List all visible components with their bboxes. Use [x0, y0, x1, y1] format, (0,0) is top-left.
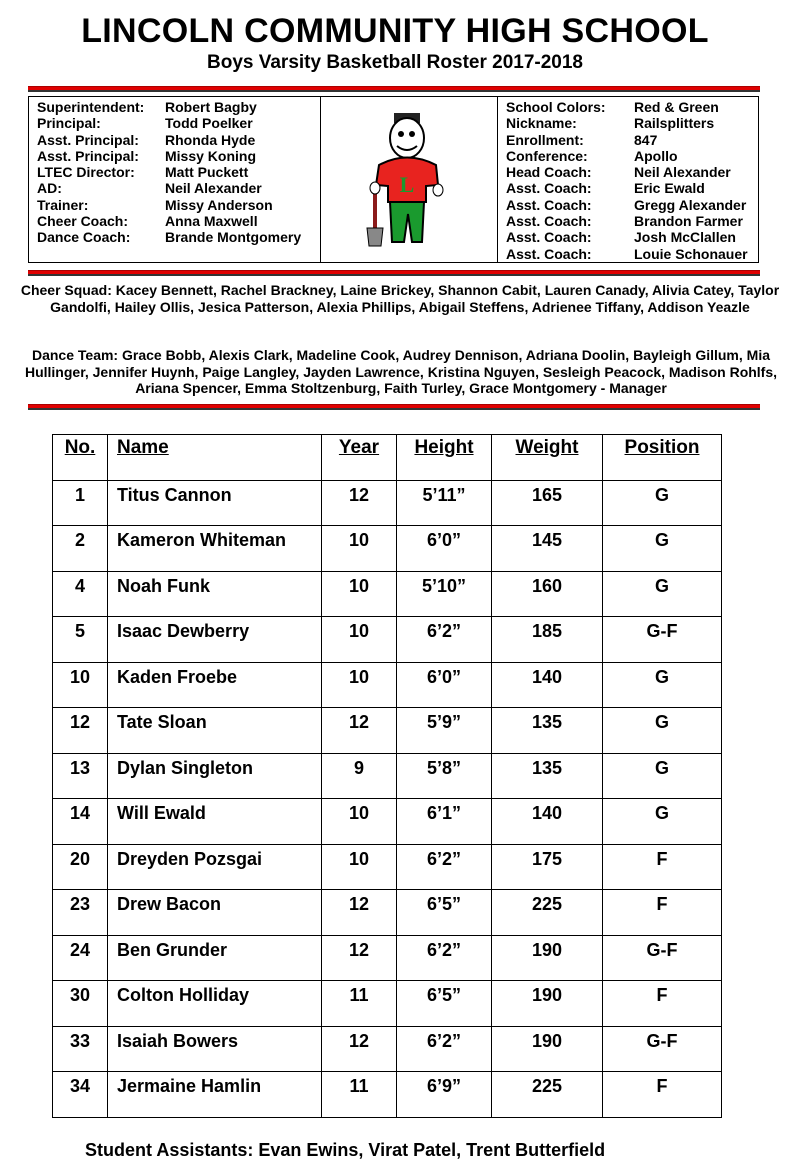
dance-team: Dance Team: Grace Bobb, Alexis Clark, Madeline Cook, Audrey Dennison, Adriana Doolin, Bayleigh Gillum, Mia Hullinger, Jennifer Huynh, Paige Langley, Jayden Lawrence, Kristina Nguyen, Sesleigh Peacock, Madison Rohlfs, Ariana Spencer, Emma Stoltzenburg, Faith Turley, Grace Montgomery - Manager: [24, 347, 778, 396]
cell-weight: 185: [492, 617, 603, 663]
cell-name: Jermaine Hamlin: [108, 1072, 322, 1118]
table-row: [53, 708, 722, 754]
staff-row: [506, 180, 758, 196]
staff-row: [506, 148, 758, 164]
cell-no: 5: [53, 617, 108, 663]
cell-year: 11: [322, 981, 397, 1027]
table-row: [53, 890, 722, 936]
staff-value: 847: [634, 131, 658, 148]
staff-value: Neil Alexander: [165, 180, 262, 197]
cheer-squad: Cheer Squad: Kacey Bennett, Rachel Brackney, Laine Brickey, Shannon Cabit, Lauren Canady, Alivia Catey, Taylor Gandolfi, Hailey Ollis, Jesica Patterson, Alexia Phillips, Abigail Steffens, Adrienee Tiffany, Addison Yeazle: [20, 282, 780, 315]
staff-row: [506, 115, 758, 131]
cell-year: 10: [322, 844, 397, 890]
cell-name: Dylan Singleton: [108, 753, 322, 799]
cell-no: 23: [53, 890, 108, 936]
cell-position: F: [603, 981, 722, 1027]
staff-value: Robert Bagby: [165, 99, 257, 115]
cell-no: 1: [53, 480, 108, 526]
page-title: LINCOLN COMMUNITY HIGH SCHOOL: [81, 12, 709, 50]
cell-height: 6’5”: [397, 981, 492, 1027]
cell-no: 4: [53, 571, 108, 617]
staff-label: Trainer:: [37, 196, 89, 213]
table-row: [53, 617, 722, 663]
cell-weight: 140: [492, 662, 603, 708]
staff-label: School Colors:: [506, 99, 606, 115]
cell-height: 5’9”: [397, 708, 492, 754]
table-row: [53, 571, 722, 617]
cell-position: G: [603, 480, 722, 526]
table-row: [53, 1072, 722, 1118]
staff-row: [37, 180, 320, 196]
cell-position: G: [603, 571, 722, 617]
cell-position: G-F: [603, 617, 722, 663]
staff-value: Louie Schonauer: [634, 245, 748, 262]
staff-label: AD:: [37, 180, 62, 197]
cell-position: G: [603, 708, 722, 754]
cell-no: 24: [53, 935, 108, 981]
column-header: Height: [397, 435, 492, 481]
cell-height: 5’10”: [397, 571, 492, 617]
cell-height: 6’0”: [397, 526, 492, 572]
table-row: [53, 844, 722, 890]
staff-left: [29, 97, 321, 262]
staff-row: [37, 213, 320, 229]
staff-label: Asst. Principal:: [37, 131, 139, 148]
table-row: [53, 935, 722, 981]
staff-value: Eric Ewald: [634, 180, 705, 197]
cell-weight: 225: [492, 1072, 603, 1118]
cell-year: 10: [322, 526, 397, 572]
cell-height: 6’2”: [397, 935, 492, 981]
cell-no: 34: [53, 1072, 108, 1118]
table-row: [53, 526, 722, 572]
cell-name: Dreyden Pozsgai: [108, 844, 322, 890]
cell-name: Tate Sloan: [108, 708, 322, 754]
staff-info-box: [28, 96, 759, 263]
staff-label: Dance Coach:: [37, 229, 131, 246]
cell-weight: 135: [492, 708, 603, 754]
staff-value: Matt Puckett: [165, 164, 249, 181]
staff-label: Cheer Coach:: [37, 213, 129, 230]
cell-weight: 225: [492, 890, 603, 936]
cell-name: Titus Cannon: [108, 480, 322, 526]
cell-no: 14: [53, 799, 108, 845]
staff-row: [506, 213, 758, 229]
cell-year: 10: [322, 571, 397, 617]
staff-label: Enrollment:: [506, 131, 584, 148]
roster-table: [52, 434, 722, 1118]
cell-weight: 145: [492, 526, 603, 572]
cell-position: G: [603, 799, 722, 845]
cell-position: F: [603, 844, 722, 890]
cell-weight: 190: [492, 1026, 603, 1072]
staff-value: Rhonda Hyde: [165, 131, 256, 148]
cell-position: F: [603, 890, 722, 936]
staff-row: [506, 99, 758, 115]
staff-label: Asst. Coach:: [506, 196, 592, 213]
column-header: Weight: [492, 435, 603, 481]
cell-weight: 135: [492, 753, 603, 799]
staff-row: [37, 197, 320, 213]
column-header: Name: [108, 435, 322, 481]
cell-height: 6’1”: [397, 799, 492, 845]
cell-position: G: [603, 753, 722, 799]
cell-no: 30: [53, 981, 108, 1027]
staff-label: Head Coach:: [506, 164, 592, 181]
cell-position: G-F: [603, 935, 722, 981]
staff-value: Brande Montgomery: [165, 229, 302, 246]
column-header: Year: [322, 435, 397, 481]
cell-year: 12: [322, 708, 397, 754]
table-row: [53, 662, 722, 708]
staff-label: Asst. Coach:: [506, 245, 592, 262]
staff-row: [506, 229, 758, 245]
cell-weight: 160: [492, 571, 603, 617]
staff-value: Anna Maxwell: [165, 213, 258, 230]
cell-height: 6’2”: [397, 1026, 492, 1072]
staff-label: Superintendent:: [37, 99, 145, 115]
staff-label: Nickname:: [506, 115, 577, 132]
cell-height: 5’11”: [397, 480, 492, 526]
staff-right: [498, 97, 758, 262]
cell-weight: 175: [492, 844, 603, 890]
svg-text:L: L: [399, 171, 415, 197]
cell-no: 33: [53, 1026, 108, 1072]
cell-name: Will Ewald: [108, 799, 322, 845]
cell-position: G-F: [603, 1026, 722, 1072]
cell-position: G: [603, 526, 722, 572]
cell-position: F: [603, 1072, 722, 1118]
staff-row: [506, 164, 758, 180]
cell-name: Ben Grunder: [108, 935, 322, 981]
cell-year: 12: [322, 890, 397, 936]
table-row: [53, 753, 722, 799]
staff-value: Todd Poelker: [165, 115, 253, 132]
cell-name: Drew Bacon: [108, 890, 322, 936]
staff-row: [37, 148, 320, 164]
staff-label: LTEC Director:: [37, 164, 135, 181]
staff-value: Gregg Alexander: [634, 196, 747, 213]
student-assistants: Student Assistants: Evan Ewins, Virat Patel, Trent Butterfield: [85, 1140, 606, 1160]
table-row: [53, 799, 722, 845]
cell-position: G: [603, 662, 722, 708]
divider: [28, 270, 760, 276]
staff-label: Asst. Principal:: [37, 147, 139, 164]
cell-name: Colton Holliday: [108, 981, 322, 1027]
staff-label: Asst. Coach:: [506, 213, 592, 230]
cell-height: 6’2”: [397, 844, 492, 890]
staff-row: [506, 246, 758, 262]
cell-weight: 190: [492, 981, 603, 1027]
cell-year: 10: [322, 617, 397, 663]
staff-value: Railsplitters: [634, 115, 715, 132]
table-row: [53, 1026, 722, 1072]
staff-label: Asst. Coach:: [506, 229, 592, 246]
cell-no: 12: [53, 708, 108, 754]
staff-value: Neil Alexander: [634, 164, 731, 181]
cell-name: Kaden Froebe: [108, 662, 322, 708]
staff-row: [37, 229, 320, 245]
staff-row: [37, 132, 320, 148]
cell-year: 12: [322, 480, 397, 526]
staff-row: [37, 99, 320, 115]
cell-weight: 140: [492, 799, 603, 845]
cell-year: 10: [322, 662, 397, 708]
cell-name: Noah Funk: [108, 571, 322, 617]
cell-year: 12: [322, 1026, 397, 1072]
staff-value: Josh McClallen: [634, 229, 736, 246]
table-row: [53, 480, 722, 526]
staff-value: Missy Koning: [165, 147, 257, 164]
cell-height: 6’5”: [397, 890, 492, 936]
cell-name: Isaac Dewberry: [108, 617, 322, 663]
staff-value: Brandon Farmer: [634, 213, 743, 230]
staff-label: Principal:: [37, 115, 101, 132]
cell-no: 2: [53, 526, 108, 572]
divider: [28, 404, 760, 410]
cell-weight: 165: [492, 480, 603, 526]
page-subtitle: Boys Varsity Basketball Roster 2017-2018: [207, 52, 583, 73]
staff-label: Conference:: [506, 147, 588, 164]
staff-row: [37, 115, 320, 131]
cell-height: 6’9”: [397, 1072, 492, 1118]
cell-year: 11: [322, 1072, 397, 1118]
cell-no: 10: [53, 662, 108, 708]
cell-year: 9: [322, 753, 397, 799]
cell-no: 20: [53, 844, 108, 890]
staff-row: [506, 132, 758, 148]
staff-row: [506, 197, 758, 213]
cell-weight: 190: [492, 935, 603, 981]
staff-value: Missy Anderson: [165, 196, 273, 213]
mascot-logo: [321, 97, 498, 262]
column-header: No.: [53, 435, 108, 481]
staff-value: Red & Green: [634, 99, 719, 115]
cell-name: Isaiah Bowers: [108, 1026, 322, 1072]
cell-height: 6’0”: [397, 662, 492, 708]
cell-name: Kameron Whiteman: [108, 526, 322, 572]
cell-no: 13: [53, 753, 108, 799]
column-header: Position: [603, 435, 722, 481]
staff-value: Apollo: [634, 147, 678, 164]
staff-row: [37, 164, 320, 180]
table-row: [53, 981, 722, 1027]
staff-label: Asst. Coach:: [506, 180, 592, 197]
divider: [28, 86, 760, 92]
cell-height: 6’2”: [397, 617, 492, 663]
cell-year: 10: [322, 799, 397, 845]
cell-year: 12: [322, 935, 397, 981]
cell-height: 5’8”: [397, 753, 492, 799]
